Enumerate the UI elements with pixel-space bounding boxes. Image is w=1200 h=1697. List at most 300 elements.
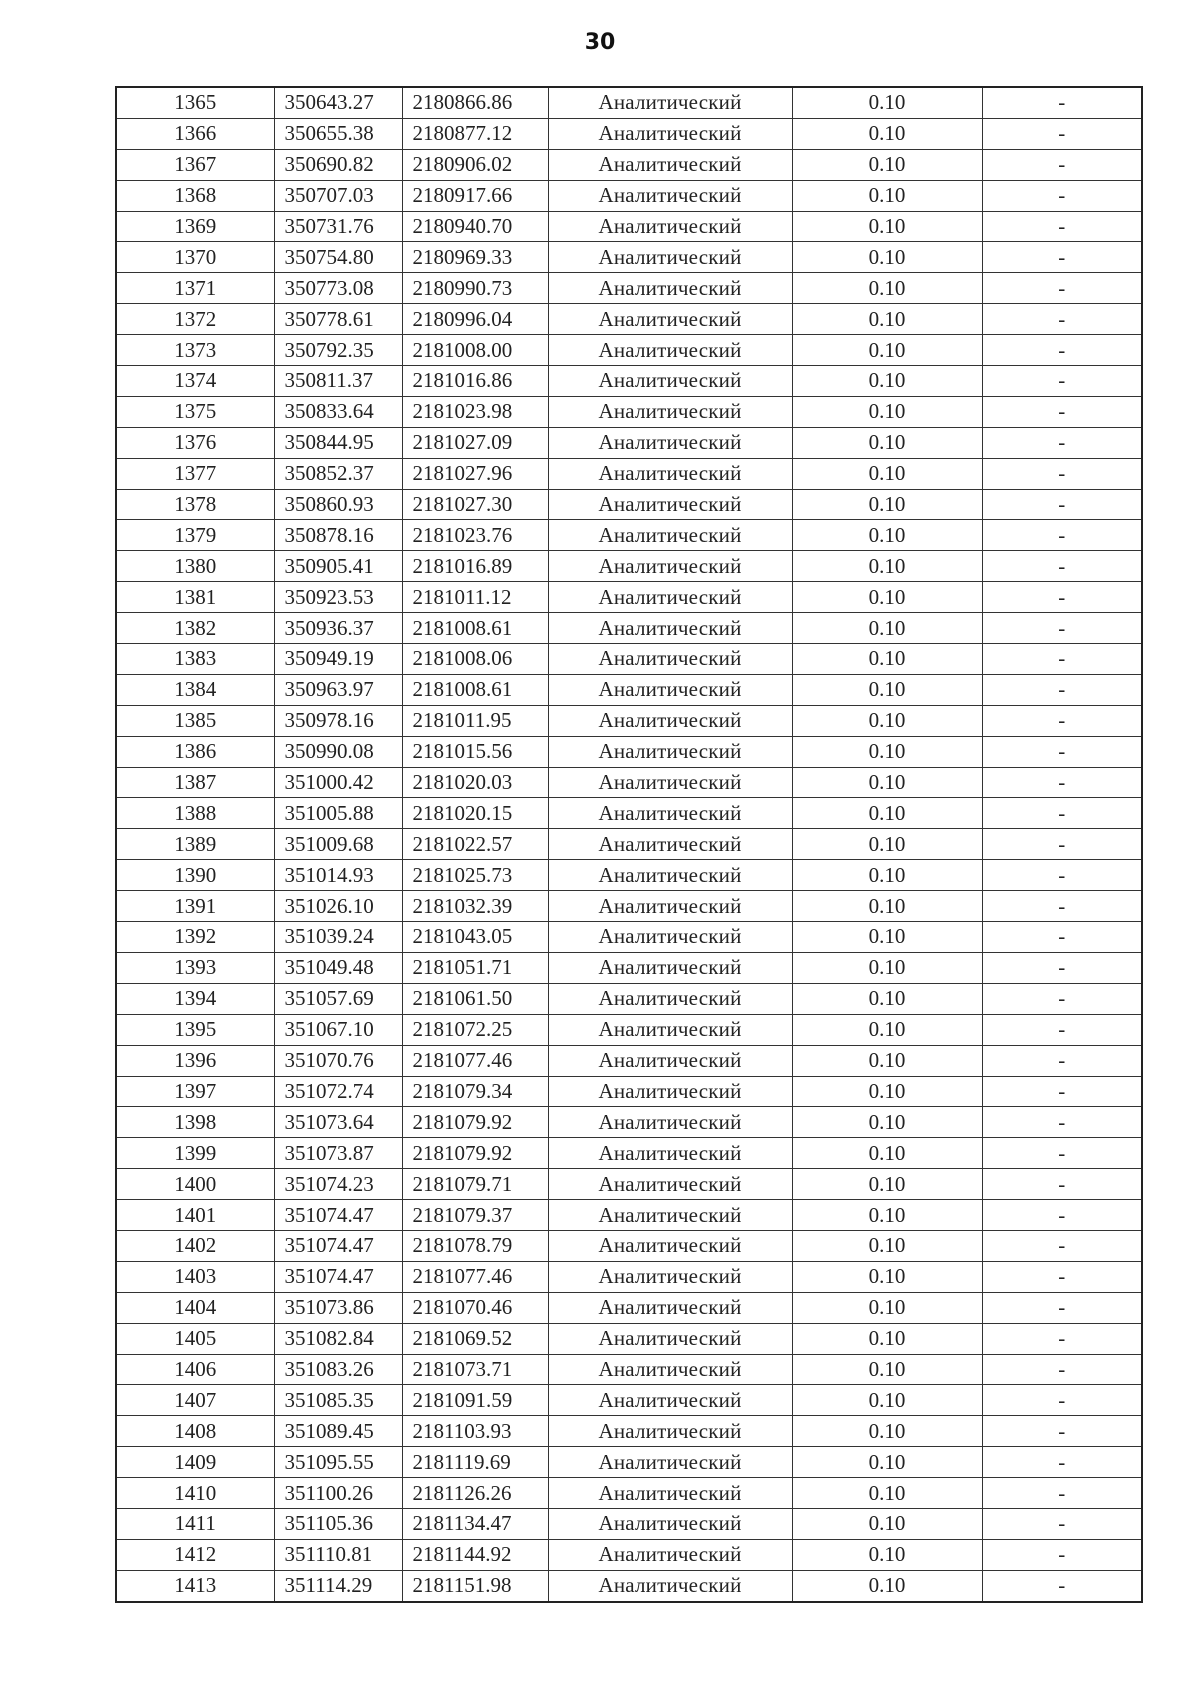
note-cell: - <box>982 1076 1142 1107</box>
y-coordinate-cell: 351082.84 <box>274 1323 402 1354</box>
table-row <box>116 829 1142 860</box>
accuracy-cell: 0.10 <box>792 242 982 273</box>
table-row <box>116 983 1142 1014</box>
table-row <box>116 520 1142 551</box>
point-number-cell: 1391 <box>116 891 274 922</box>
x-coordinate-cell: 2181027.09 <box>402 427 548 458</box>
point-number-cell: 1375 <box>116 396 274 427</box>
method-cell: Аналитический <box>548 891 792 922</box>
y-coordinate-cell: 350878.16 <box>274 520 402 551</box>
table-row <box>116 1014 1142 1045</box>
table-row <box>116 674 1142 705</box>
accuracy-cell: 0.10 <box>792 644 982 675</box>
table-row <box>116 1539 1142 1570</box>
point-number-cell: 1408 <box>116 1416 274 1447</box>
y-coordinate-cell: 350963.97 <box>274 674 402 705</box>
point-number-cell: 1404 <box>116 1292 274 1323</box>
accuracy-cell: 0.10 <box>792 1076 982 1107</box>
point-number-cell: 1392 <box>116 922 274 953</box>
x-coordinate-cell: 2181144.92 <box>402 1539 548 1570</box>
point-number-cell: 1389 <box>116 829 274 860</box>
point-number-cell: 1396 <box>116 1045 274 1076</box>
y-coordinate-cell: 351026.10 <box>274 891 402 922</box>
x-coordinate-cell: 2181043.05 <box>402 922 548 953</box>
method-cell: Аналитический <box>548 1570 792 1601</box>
table-row <box>116 335 1142 366</box>
method-cell: Аналитический <box>548 798 792 829</box>
note-cell: - <box>982 1292 1142 1323</box>
note-cell: - <box>982 180 1142 211</box>
note-cell: - <box>982 118 1142 149</box>
accuracy-cell: 0.10 <box>792 211 982 242</box>
method-cell: Аналитический <box>548 211 792 242</box>
y-coordinate-cell: 350792.35 <box>274 335 402 366</box>
table-row <box>116 1354 1142 1385</box>
x-coordinate-cell: 2181051.71 <box>402 952 548 983</box>
method-cell: Аналитический <box>548 613 792 644</box>
note-cell: - <box>982 1354 1142 1385</box>
y-coordinate-cell: 350811.37 <box>274 366 402 397</box>
y-coordinate-cell: 350949.19 <box>274 644 402 675</box>
y-coordinate-cell: 351105.36 <box>274 1508 402 1539</box>
note-cell: - <box>982 1230 1142 1261</box>
note-cell: - <box>982 273 1142 304</box>
x-coordinate-cell: 2181134.47 <box>402 1508 548 1539</box>
x-coordinate-cell: 2181027.30 <box>402 489 548 520</box>
method-cell: Аналитический <box>548 1230 792 1261</box>
y-coordinate-cell: 351073.86 <box>274 1292 402 1323</box>
x-coordinate-cell: 2181016.89 <box>402 551 548 582</box>
method-cell: Аналитический <box>548 489 792 520</box>
accuracy-cell: 0.10 <box>792 1200 982 1231</box>
accuracy-cell: 0.10 <box>792 149 982 180</box>
y-coordinate-cell: 351074.23 <box>274 1169 402 1200</box>
point-number-cell: 1378 <box>116 489 274 520</box>
point-number-cell: 1370 <box>116 242 274 273</box>
point-number-cell: 1397 <box>116 1076 274 1107</box>
x-coordinate-cell: 2181020.03 <box>402 767 548 798</box>
y-coordinate-cell: 351100.26 <box>274 1478 402 1509</box>
x-coordinate-cell: 2181119.69 <box>402 1447 548 1478</box>
table-row <box>116 551 1142 582</box>
point-number-cell: 1367 <box>116 149 274 180</box>
x-coordinate-cell: 2181032.39 <box>402 891 548 922</box>
table-body <box>116 87 1142 1602</box>
accuracy-cell: 0.10 <box>792 1539 982 1570</box>
point-number-cell: 1406 <box>116 1354 274 1385</box>
point-number-cell: 1413 <box>116 1570 274 1601</box>
x-coordinate-cell: 2181070.46 <box>402 1292 548 1323</box>
note-cell: - <box>982 304 1142 335</box>
y-coordinate-cell: 351070.76 <box>274 1045 402 1076</box>
y-coordinate-cell: 351000.42 <box>274 767 402 798</box>
x-coordinate-cell: 2181011.95 <box>402 705 548 736</box>
y-coordinate-cell: 351085.35 <box>274 1385 402 1416</box>
y-coordinate-cell: 351073.64 <box>274 1107 402 1138</box>
accuracy-cell: 0.10 <box>792 1138 982 1169</box>
y-coordinate-cell: 351009.68 <box>274 829 402 860</box>
accuracy-cell: 0.10 <box>792 1385 982 1416</box>
method-cell: Аналитический <box>548 1138 792 1169</box>
method-cell: Аналитический <box>548 551 792 582</box>
note-cell: - <box>982 489 1142 520</box>
x-coordinate-cell: 2181023.98 <box>402 396 548 427</box>
accuracy-cell: 0.10 <box>792 551 982 582</box>
note-cell: - <box>982 798 1142 829</box>
accuracy-cell: 0.10 <box>792 767 982 798</box>
y-coordinate-cell: 350905.41 <box>274 551 402 582</box>
table-row <box>116 87 1142 118</box>
x-coordinate-cell: 2180906.02 <box>402 149 548 180</box>
point-number-cell: 1380 <box>116 551 274 582</box>
table-row <box>116 1230 1142 1261</box>
accuracy-cell: 0.10 <box>792 1570 982 1601</box>
table-row <box>116 489 1142 520</box>
x-coordinate-cell: 2181077.46 <box>402 1261 548 1292</box>
note-cell: - <box>982 644 1142 675</box>
point-number-cell: 1394 <box>116 983 274 1014</box>
method-cell: Аналитический <box>548 1045 792 1076</box>
method-cell: Аналитический <box>548 983 792 1014</box>
y-coordinate-cell: 350936.37 <box>274 613 402 644</box>
method-cell: Аналитический <box>548 952 792 983</box>
point-number-cell: 1395 <box>116 1014 274 1045</box>
note-cell: - <box>982 1169 1142 1200</box>
method-cell: Аналитический <box>548 520 792 551</box>
note-cell: - <box>982 1539 1142 1570</box>
method-cell: Аналитический <box>548 767 792 798</box>
accuracy-cell: 0.10 <box>792 87 982 118</box>
accuracy-cell: 0.10 <box>792 335 982 366</box>
y-coordinate-cell: 350923.53 <box>274 582 402 613</box>
point-number-cell: 1376 <box>116 427 274 458</box>
method-cell: Аналитический <box>548 736 792 767</box>
accuracy-cell: 0.10 <box>792 1107 982 1138</box>
y-coordinate-cell: 350655.38 <box>274 118 402 149</box>
point-number-cell: 1410 <box>116 1478 274 1509</box>
point-number-cell: 1387 <box>116 767 274 798</box>
y-coordinate-cell: 351074.47 <box>274 1200 402 1231</box>
method-cell: Аналитический <box>548 304 792 335</box>
table-row <box>116 1107 1142 1138</box>
point-number-cell: 1399 <box>116 1138 274 1169</box>
note-cell: - <box>982 87 1142 118</box>
accuracy-cell: 0.10 <box>792 1323 982 1354</box>
accuracy-cell: 0.10 <box>792 489 982 520</box>
accuracy-cell: 0.10 <box>792 1447 982 1478</box>
accuracy-cell: 0.10 <box>792 674 982 705</box>
note-cell: - <box>982 396 1142 427</box>
table-row <box>116 211 1142 242</box>
table-row <box>116 118 1142 149</box>
note-cell: - <box>982 1261 1142 1292</box>
x-coordinate-cell: 2180866.86 <box>402 87 548 118</box>
table-row <box>116 891 1142 922</box>
note-cell: - <box>982 1508 1142 1539</box>
note-cell: - <box>982 1570 1142 1601</box>
note-cell: - <box>982 1107 1142 1138</box>
note-cell: - <box>982 1478 1142 1509</box>
accuracy-cell: 0.10 <box>792 180 982 211</box>
note-cell: - <box>982 922 1142 953</box>
note-cell: - <box>982 427 1142 458</box>
table-row <box>116 304 1142 335</box>
note-cell: - <box>982 335 1142 366</box>
table-row <box>116 1169 1142 1200</box>
x-coordinate-cell: 2181103.93 <box>402 1416 548 1447</box>
point-number-cell: 1381 <box>116 582 274 613</box>
accuracy-cell: 0.10 <box>792 396 982 427</box>
method-cell: Аналитический <box>548 1354 792 1385</box>
method-cell: Аналитический <box>548 860 792 891</box>
note-cell: - <box>982 1416 1142 1447</box>
note-cell: - <box>982 1014 1142 1045</box>
point-number-cell: 1374 <box>116 366 274 397</box>
note-cell: - <box>982 242 1142 273</box>
note-cell: - <box>982 736 1142 767</box>
table-row <box>116 767 1142 798</box>
x-coordinate-cell: 2180917.66 <box>402 180 548 211</box>
table-row <box>116 1138 1142 1169</box>
note-cell: - <box>982 582 1142 613</box>
x-coordinate-cell: 2181077.46 <box>402 1045 548 1076</box>
x-coordinate-cell: 2181151.98 <box>402 1570 548 1601</box>
y-coordinate-cell: 351110.81 <box>274 1539 402 1570</box>
accuracy-cell: 0.10 <box>792 1292 982 1323</box>
table-row <box>116 705 1142 736</box>
accuracy-cell: 0.10 <box>792 1354 982 1385</box>
table-row <box>116 1323 1142 1354</box>
accuracy-cell: 0.10 <box>792 427 982 458</box>
method-cell: Аналитический <box>548 180 792 211</box>
method-cell: Аналитический <box>548 1014 792 1045</box>
table-row <box>116 1416 1142 1447</box>
y-coordinate-cell: 350731.76 <box>274 211 402 242</box>
y-coordinate-cell: 351039.24 <box>274 922 402 953</box>
x-coordinate-cell: 2181091.59 <box>402 1385 548 1416</box>
method-cell: Аналитический <box>548 705 792 736</box>
point-number-cell: 1369 <box>116 211 274 242</box>
point-number-cell: 1405 <box>116 1323 274 1354</box>
point-number-cell: 1390 <box>116 860 274 891</box>
accuracy-cell: 0.10 <box>792 1261 982 1292</box>
point-number-cell: 1385 <box>116 705 274 736</box>
y-coordinate-cell: 350844.95 <box>274 427 402 458</box>
point-number-cell: 1388 <box>116 798 274 829</box>
note-cell: - <box>982 952 1142 983</box>
point-number-cell: 1365 <box>116 87 274 118</box>
note-cell: - <box>982 366 1142 397</box>
note-cell: - <box>982 1385 1142 1416</box>
accuracy-cell: 0.10 <box>792 1230 982 1261</box>
table-row <box>116 922 1142 953</box>
table-row <box>116 613 1142 644</box>
x-coordinate-cell: 2180969.33 <box>402 242 548 273</box>
table-row <box>116 1292 1142 1323</box>
method-cell: Аналитический <box>548 149 792 180</box>
note-cell: - <box>982 860 1142 891</box>
table-row <box>116 242 1142 273</box>
x-coordinate-cell: 2181011.12 <box>402 582 548 613</box>
x-coordinate-cell: 2181072.25 <box>402 1014 548 1045</box>
y-coordinate-cell: 350643.27 <box>274 87 402 118</box>
x-coordinate-cell: 2181078.79 <box>402 1230 548 1261</box>
method-cell: Аналитический <box>548 335 792 366</box>
y-coordinate-cell: 351005.88 <box>274 798 402 829</box>
method-cell: Аналитический <box>548 1292 792 1323</box>
method-cell: Аналитический <box>548 1169 792 1200</box>
table-row <box>116 1076 1142 1107</box>
x-coordinate-cell: 2181025.73 <box>402 860 548 891</box>
point-number-cell: 1373 <box>116 335 274 366</box>
table-row <box>116 366 1142 397</box>
accuracy-cell: 0.10 <box>792 952 982 983</box>
table-row <box>116 644 1142 675</box>
x-coordinate-cell: 2180940.70 <box>402 211 548 242</box>
x-coordinate-cell: 2181069.52 <box>402 1323 548 1354</box>
y-coordinate-cell: 351114.29 <box>274 1570 402 1601</box>
point-number-cell: 1412 <box>116 1539 274 1570</box>
method-cell: Аналитический <box>548 582 792 613</box>
x-coordinate-cell: 2181023.76 <box>402 520 548 551</box>
y-coordinate-cell: 350690.82 <box>274 149 402 180</box>
coordinates-table <box>115 86 1143 1603</box>
point-number-cell: 1393 <box>116 952 274 983</box>
x-coordinate-cell: 2181079.92 <box>402 1107 548 1138</box>
method-cell: Аналитический <box>548 273 792 304</box>
point-number-cell: 1403 <box>116 1261 274 1292</box>
accuracy-cell: 0.10 <box>792 891 982 922</box>
y-coordinate-cell: 350778.61 <box>274 304 402 335</box>
x-coordinate-cell: 2181061.50 <box>402 983 548 1014</box>
method-cell: Аналитический <box>548 366 792 397</box>
y-coordinate-cell: 350833.64 <box>274 396 402 427</box>
table-row <box>116 396 1142 427</box>
x-coordinate-cell: 2181015.56 <box>402 736 548 767</box>
table-row <box>116 427 1142 458</box>
x-coordinate-cell: 2180996.04 <box>402 304 548 335</box>
method-cell: Аналитический <box>548 674 792 705</box>
x-coordinate-cell: 2181079.37 <box>402 1200 548 1231</box>
table-row <box>116 273 1142 304</box>
point-number-cell: 1371 <box>116 273 274 304</box>
method-cell: Аналитический <box>548 1447 792 1478</box>
note-cell: - <box>982 149 1142 180</box>
note-cell: - <box>982 674 1142 705</box>
x-coordinate-cell: 2181008.00 <box>402 335 548 366</box>
point-number-cell: 1368 <box>116 180 274 211</box>
x-coordinate-cell: 2180877.12 <box>402 118 548 149</box>
point-number-cell: 1409 <box>116 1447 274 1478</box>
accuracy-cell: 0.10 <box>792 736 982 767</box>
table-row <box>116 458 1142 489</box>
point-number-cell: 1398 <box>116 1107 274 1138</box>
table-row <box>116 860 1142 891</box>
table-row <box>116 149 1142 180</box>
point-number-cell: 1382 <box>116 613 274 644</box>
y-coordinate-cell: 351049.48 <box>274 952 402 983</box>
y-coordinate-cell: 350852.37 <box>274 458 402 489</box>
accuracy-cell: 0.10 <box>792 582 982 613</box>
table-row <box>116 1508 1142 1539</box>
method-cell: Аналитический <box>548 118 792 149</box>
x-coordinate-cell: 2181008.06 <box>402 644 548 675</box>
y-coordinate-cell: 351089.45 <box>274 1416 402 1447</box>
x-coordinate-cell: 2181126.26 <box>402 1478 548 1509</box>
accuracy-cell: 0.10 <box>792 705 982 736</box>
point-number-cell: 1402 <box>116 1230 274 1261</box>
method-cell: Аналитический <box>548 1261 792 1292</box>
table-row <box>116 1045 1142 1076</box>
point-number-cell: 1411 <box>116 1508 274 1539</box>
y-coordinate-cell: 350773.08 <box>274 273 402 304</box>
method-cell: Аналитический <box>548 922 792 953</box>
table-row <box>116 1261 1142 1292</box>
accuracy-cell: 0.10 <box>792 520 982 551</box>
method-cell: Аналитический <box>548 87 792 118</box>
note-cell: - <box>982 551 1142 582</box>
accuracy-cell: 0.10 <box>792 118 982 149</box>
y-coordinate-cell: 351072.74 <box>274 1076 402 1107</box>
method-cell: Аналитический <box>548 427 792 458</box>
accuracy-cell: 0.10 <box>792 829 982 860</box>
x-coordinate-cell: 2181073.71 <box>402 1354 548 1385</box>
point-number-cell: 1366 <box>116 118 274 149</box>
note-cell: - <box>982 767 1142 798</box>
y-coordinate-cell: 351057.69 <box>274 983 402 1014</box>
x-coordinate-cell: 2181008.61 <box>402 613 548 644</box>
accuracy-cell: 0.10 <box>792 304 982 335</box>
method-cell: Аналитический <box>548 1385 792 1416</box>
y-coordinate-cell: 351095.55 <box>274 1447 402 1478</box>
x-coordinate-cell: 2181020.15 <box>402 798 548 829</box>
method-cell: Аналитический <box>548 1107 792 1138</box>
note-cell: - <box>982 1323 1142 1354</box>
accuracy-cell: 0.10 <box>792 613 982 644</box>
y-coordinate-cell: 350990.08 <box>274 736 402 767</box>
accuracy-cell: 0.10 <box>792 1169 982 1200</box>
y-coordinate-cell: 351073.87 <box>274 1138 402 1169</box>
x-coordinate-cell: 2180990.73 <box>402 273 548 304</box>
y-coordinate-cell: 350860.93 <box>274 489 402 520</box>
y-coordinate-cell: 350707.03 <box>274 180 402 211</box>
point-number-cell: 1407 <box>116 1385 274 1416</box>
y-coordinate-cell: 351014.93 <box>274 860 402 891</box>
note-cell: - <box>982 1138 1142 1169</box>
note-cell: - <box>982 1447 1142 1478</box>
table-row <box>116 736 1142 767</box>
note-cell: - <box>982 1200 1142 1231</box>
accuracy-cell: 0.10 <box>792 1014 982 1045</box>
x-coordinate-cell: 2181022.57 <box>402 829 548 860</box>
table-row <box>116 1570 1142 1601</box>
method-cell: Аналитический <box>548 1478 792 1509</box>
accuracy-cell: 0.10 <box>792 1045 982 1076</box>
accuracy-cell: 0.10 <box>792 798 982 829</box>
y-coordinate-cell: 351074.47 <box>274 1261 402 1292</box>
x-coordinate-cell: 2181079.92 <box>402 1138 548 1169</box>
table-row <box>116 1200 1142 1231</box>
method-cell: Аналитический <box>548 396 792 427</box>
method-cell: Аналитический <box>548 1508 792 1539</box>
method-cell: Аналитический <box>548 1200 792 1231</box>
y-coordinate-cell: 351083.26 <box>274 1354 402 1385</box>
note-cell: - <box>982 613 1142 644</box>
accuracy-cell: 0.10 <box>792 273 982 304</box>
method-cell: Аналитический <box>548 1076 792 1107</box>
table-row <box>116 1478 1142 1509</box>
note-cell: - <box>982 983 1142 1014</box>
